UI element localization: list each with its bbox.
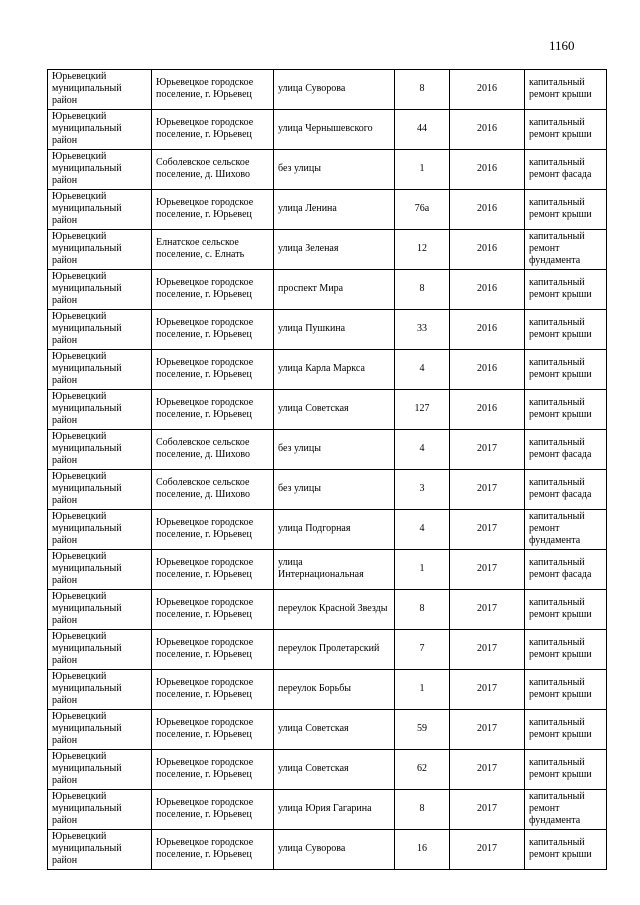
house-number-cell: 8 (395, 590, 450, 630)
table-row (48, 310, 607, 350)
table-row (48, 110, 607, 150)
district-cell: Юрьевецкий муниципальный район (48, 710, 152, 750)
work-type-cell: капитальный ремонт крыши (525, 70, 607, 110)
table-row (48, 430, 607, 470)
work-type-cell: капитальный ремонт фасада (525, 430, 607, 470)
settlement-cell: Юрьевецкое городское поселение, г. Юрьевец (152, 550, 274, 590)
settlement-cell: Юрьевецкое городское поселение, г. Юрьевец (152, 670, 274, 710)
house-number-cell: 16 (395, 830, 450, 870)
street-cell: без улицы (274, 470, 395, 510)
year-cell: 2016 (450, 270, 525, 310)
district-cell: Юрьевецкий муниципальный район (48, 630, 152, 670)
house-number-cell: 1 (395, 150, 450, 190)
house-number-cell: 62 (395, 750, 450, 790)
house-number-cell: 7 (395, 630, 450, 670)
district-cell: Юрьевецкий муниципальный район (48, 350, 152, 390)
year-cell: 2016 (450, 230, 525, 270)
year-cell: 2017 (450, 430, 525, 470)
settlement-cell: Юрьевецкое городское поселение, г. Юрьевец (152, 710, 274, 750)
work-type-cell: капитальный ремонт крыши (525, 630, 607, 670)
house-number-cell: 8 (395, 270, 450, 310)
year-cell: 2016 (450, 390, 525, 430)
settlement-cell: Юрьевецкое городское поселение, г. Юрьевец (152, 790, 274, 830)
work-type-cell: капитальный ремонт крыши (525, 390, 607, 430)
house-number-cell: 44 (395, 110, 450, 150)
district-cell: Юрьевецкий муниципальный район (48, 310, 152, 350)
street-cell: без улицы (274, 150, 395, 190)
house-number-cell: 3 (395, 470, 450, 510)
street-cell: улица Юрия Гагарина (274, 790, 395, 830)
house-number-cell: 1 (395, 670, 450, 710)
table-row (48, 550, 607, 590)
district-cell: Юрьевецкий муниципальный район (48, 270, 152, 310)
year-cell: 2017 (450, 710, 525, 750)
work-type-cell: капитальный ремонт крыши (525, 830, 607, 870)
district-cell: Юрьевецкий муниципальный район (48, 230, 152, 270)
work-type-cell: капитальный ремонт крыши (525, 310, 607, 350)
district-cell: Юрьевецкий муниципальный район (48, 150, 152, 190)
street-cell: проспект Мира (274, 270, 395, 310)
year-cell: 2016 (450, 110, 525, 150)
work-type-cell: капитальный ремонт крыши (525, 350, 607, 390)
house-number-cell: 4 (395, 430, 450, 470)
work-type-cell: капитальный ремонт крыши (525, 710, 607, 750)
table-row (48, 70, 607, 110)
district-cell: Юрьевецкий муниципальный район (48, 70, 152, 110)
work-type-cell: капитальный ремонт крыши (525, 670, 607, 710)
street-cell: улица Суворова (274, 70, 395, 110)
house-number-cell: 8 (395, 790, 450, 830)
district-cell: Юрьевецкий муниципальный район (48, 550, 152, 590)
house-number-cell: 33 (395, 310, 450, 350)
district-cell: Юрьевецкий муниципальный район (48, 790, 152, 830)
settlement-cell: Соболевское сельское поселение, д. Шихово (152, 430, 274, 470)
street-cell: переулок Борьбы (274, 670, 395, 710)
year-cell: 2017 (450, 510, 525, 550)
table-row (48, 790, 607, 830)
year-cell: 2016 (450, 190, 525, 230)
table-row (48, 150, 607, 190)
year-cell: 2017 (450, 550, 525, 590)
table-row (48, 750, 607, 790)
street-cell: улица Подгорная (274, 510, 395, 550)
house-number-cell: 12 (395, 230, 450, 270)
year-cell: 2016 (450, 70, 525, 110)
year-cell: 2017 (450, 470, 525, 510)
table-body (48, 70, 607, 870)
street-cell: улица Карла Маркса (274, 350, 395, 390)
work-type-cell: капитальный ремонт фасада (525, 470, 607, 510)
table-row (48, 390, 607, 430)
settlement-cell: Юрьевецкое городское поселение, г. Юрьевец (152, 310, 274, 350)
work-type-cell: капитальный ремонт крыши (525, 190, 607, 230)
house-number-cell: 8 (395, 70, 450, 110)
street-cell: переулок Красной Звезды (274, 590, 395, 630)
district-cell: Юрьевецкий муниципальный район (48, 110, 152, 150)
table-row (48, 670, 607, 710)
house-number-cell: 1 (395, 550, 450, 590)
year-cell: 2016 (450, 150, 525, 190)
district-cell: Юрьевецкий муниципальный район (48, 510, 152, 550)
settlement-cell: Юрьевецкое городское поселение, г. Юрьевец (152, 590, 274, 630)
table-row (48, 470, 607, 510)
table-row (48, 230, 607, 270)
street-cell: улица Ленина (274, 190, 395, 230)
street-cell: без улицы (274, 430, 395, 470)
table-row (48, 710, 607, 750)
street-cell: улица Пушкина (274, 310, 395, 350)
year-cell: 2017 (450, 590, 525, 630)
work-type-cell: капитальный ремонт фасада (525, 150, 607, 190)
year-cell: 2017 (450, 750, 525, 790)
work-type-cell: капитальный ремонт фундамента (525, 790, 607, 830)
year-cell: 2017 (450, 630, 525, 670)
district-cell: Юрьевецкий муниципальный район (48, 430, 152, 470)
settlement-cell: Юрьевецкое городское поселение, г. Юрьевец (152, 270, 274, 310)
district-cell: Юрьевецкий муниципальный район (48, 390, 152, 430)
table-row (48, 190, 607, 230)
year-cell: 2017 (450, 830, 525, 870)
settlement-cell: Юрьевецкое городское поселение, г. Юрьевец (152, 70, 274, 110)
street-cell: улица Зеленая (274, 230, 395, 270)
street-cell: улица Советская (274, 390, 395, 430)
settlement-cell: Юрьевецкое городское поселение, г. Юрьевец (152, 350, 274, 390)
work-type-cell: капитальный ремонт крыши (525, 590, 607, 630)
settlement-cell: Юрьевецкое городское поселение, г. Юрьевец (152, 390, 274, 430)
year-cell: 2017 (450, 790, 525, 830)
table-row (48, 510, 607, 550)
district-cell: Юрьевецкий муниципальный район (48, 830, 152, 870)
street-cell: переулок Пролетарский (274, 630, 395, 670)
settlement-cell: Юрьевецкое городское поселение, г. Юрьевец (152, 510, 274, 550)
table-row (48, 830, 607, 870)
house-number-cell: 59 (395, 710, 450, 750)
district-cell: Юрьевецкий муниципальный район (48, 590, 152, 630)
table-row (48, 590, 607, 630)
settlement-cell: Соболевское сельское поселение, д. Шихово (152, 150, 274, 190)
street-cell: улица Чернышевского (274, 110, 395, 150)
settlement-cell: Елнатское сельское поселение, с. Елнать (152, 230, 274, 270)
district-cell: Юрьевецкий муниципальный район (48, 750, 152, 790)
work-type-cell: капитальный ремонт фундамента (525, 510, 607, 550)
repair-schedule-table (47, 69, 607, 870)
work-type-cell: капитальный ремонт фасада (525, 550, 607, 590)
house-number-cell: 4 (395, 510, 450, 550)
district-cell: Юрьевецкий муниципальный район (48, 190, 152, 230)
work-type-cell: капитальный ремонт крыши (525, 270, 607, 310)
settlement-cell: Юрьевецкое городское поселение, г. Юрьевец (152, 110, 274, 150)
settlement-cell: Юрьевецкое городское поселение, г. Юрьевец (152, 750, 274, 790)
work-type-cell: капитальный ремонт крыши (525, 750, 607, 790)
street-cell: улица Советская (274, 750, 395, 790)
work-type-cell: капитальный ремонт фундамента (525, 230, 607, 270)
district-cell: Юрьевецкий муниципальный район (48, 470, 152, 510)
house-number-cell: 127 (395, 390, 450, 430)
year-cell: 2017 (450, 670, 525, 710)
page-number: 1160 (549, 38, 575, 53)
year-cell: 2016 (450, 350, 525, 390)
street-cell: улица Интернациональная (274, 550, 395, 590)
street-cell: улица Суворова (274, 830, 395, 870)
settlement-cell: Юрьевецкое городское поселение, г. Юрьевец (152, 830, 274, 870)
house-number-cell: 76а (395, 190, 450, 230)
house-number-cell: 4 (395, 350, 450, 390)
settlement-cell: Юрьевецкое городское поселение, г. Юрьевец (152, 630, 274, 670)
settlement-cell: Соболевское сельское поселение, д. Шихово (152, 470, 274, 510)
district-cell: Юрьевецкий муниципальный район (48, 670, 152, 710)
year-cell: 2016 (450, 310, 525, 350)
street-cell: улица Советская (274, 710, 395, 750)
table-row (48, 630, 607, 670)
work-type-cell: капитальный ремонт крыши (525, 110, 607, 150)
table-row (48, 270, 607, 310)
settlement-cell: Юрьевецкое городское поселение, г. Юрьевец (152, 190, 274, 230)
table-row (48, 350, 607, 390)
